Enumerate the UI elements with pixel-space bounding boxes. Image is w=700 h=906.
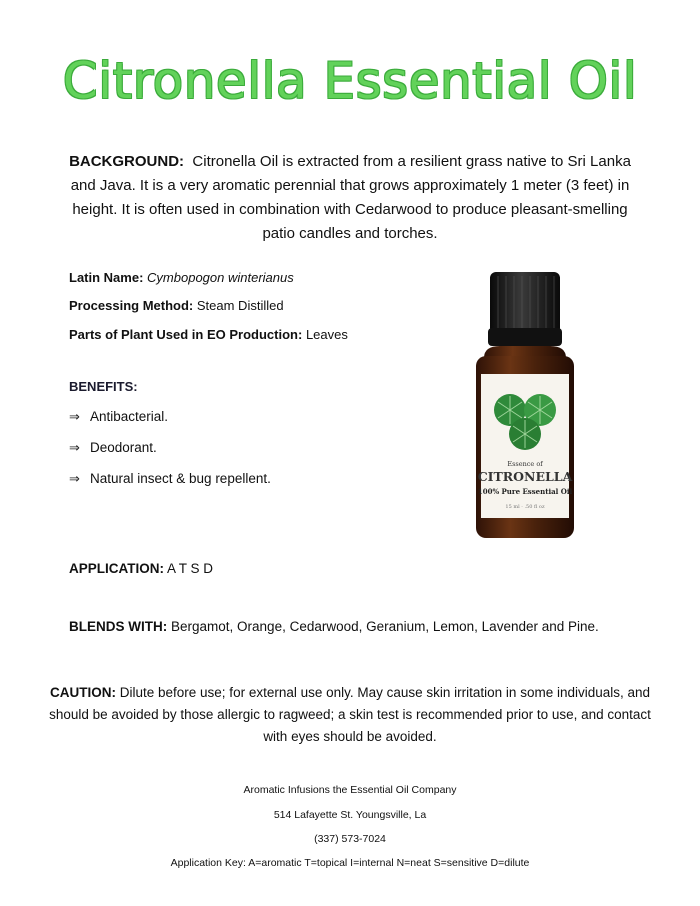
blends-with-line	[69, 619, 599, 634]
benefit-text: Antibacterial.	[90, 409, 169, 424]
list-item	[69, 471, 271, 502]
footer-phone: (337) 573-7024	[314, 833, 386, 845]
processing-method-value: Steam Distilled	[196, 298, 284, 313]
parts-used-value: Leaves	[305, 327, 348, 342]
label-brand: Essence of	[507, 460, 543, 468]
benefits-label: BENEFITS:	[69, 379, 138, 394]
right-arrow-icon: ⇒	[69, 409, 80, 424]
benefit-text: Deodorant.	[90, 440, 157, 455]
bottle-cap	[490, 272, 560, 334]
background-label: BACKGROUND:	[69, 153, 185, 170]
product-bottle-image	[470, 270, 578, 542]
right-arrow-icon: ⇒	[69, 440, 80, 455]
list-item	[69, 440, 271, 471]
right-arrow-icon: ⇒	[69, 471, 80, 486]
blends-with-label: BLENDS WITH:	[69, 619, 168, 634]
blends-with-value: Bergamot, Orange, Cedarwood, Geranium, Lemon, Lavender and Pine.	[171, 619, 599, 634]
latin-name-line	[69, 270, 294, 285]
footer-application-key: Application Key: A=aromatic T=topical I=internal N=neat S=sensitive D=dilute	[170, 857, 530, 869]
footer-company: Aromatic Infusions the Essential Oil Company	[243, 784, 457, 796]
list-item	[69, 409, 271, 440]
background-text: Citronella Oil is extracted from a resilient grass native to Sri Lanka and Java. It is a very aromatic perennial that grows approximately 1 meter (3 feet) in height. It is often used in combination with Cedarwood to produce pleasant-smelling patio candles and torches.	[70, 153, 631, 242]
benefits-list	[69, 409, 271, 502]
application-line	[69, 561, 213, 576]
footer-address: 514 Lafayette St. Youngsville, La	[273, 809, 427, 821]
caution-label: CAUTION:	[49, 685, 116, 700]
label-size: 15 ml · .50 fl oz	[505, 504, 545, 510]
page-title: Citronella Essential Oil	[62, 52, 638, 110]
benefit-text: Natural insect & bug repellent.	[90, 471, 271, 486]
latin-name-value: Cymbopogon winterianus	[147, 270, 294, 285]
application-label: APPLICATION:	[69, 561, 164, 576]
background-paragraph	[62, 150, 638, 246]
label-subtitle: 100% Pure Essential Oil	[477, 487, 573, 496]
caution-paragraph	[40, 682, 660, 748]
parts-used-label: Parts of Plant Used in EO Production:	[69, 327, 303, 342]
application-value: A T S D	[167, 561, 214, 576]
label-product-name: CITRONELLA	[477, 469, 573, 484]
processing-method-label: Processing Method:	[69, 298, 194, 313]
latin-name-label: Latin Name:	[69, 270, 144, 285]
processing-method-line	[69, 298, 284, 313]
parts-used-line	[69, 327, 348, 342]
caution-text: Dilute before use; for external use only. May cause skin irritation in some individuals, and should be avoided by those allergic to ragweed; a skin test is recommended prior to use, and contact with eyes should be avoided.	[49, 685, 651, 744]
